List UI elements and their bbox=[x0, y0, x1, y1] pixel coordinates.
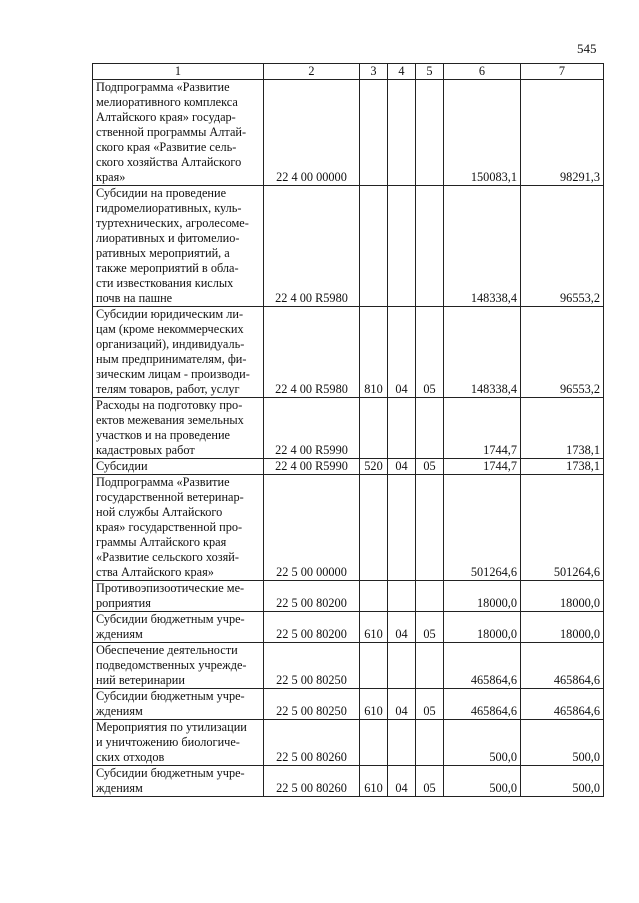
expense-type-code: 610 bbox=[360, 612, 388, 643]
section-code: 04 bbox=[388, 689, 416, 720]
amount-col-6: 501264,6 bbox=[444, 475, 521, 581]
expense-type-code bbox=[360, 475, 388, 581]
row-name-line: Подпрограмма «Развитие bbox=[96, 475, 230, 489]
row-name-line: Субсидии бюджетным учре- bbox=[96, 612, 245, 626]
row-name-line: и уничтожению биологиче- bbox=[96, 735, 240, 749]
budget-table bbox=[92, 63, 604, 797]
amount-col-7: 1738,1 bbox=[521, 459, 604, 475]
section-code: 04 bbox=[388, 612, 416, 643]
row-name-line: цам (кроме некоммерческих bbox=[96, 322, 244, 336]
section-code bbox=[388, 186, 416, 307]
page-number: 545 bbox=[577, 41, 597, 56]
amount-col-7: 18000,0 bbox=[521, 581, 604, 612]
amount-col-6: 465864,6 bbox=[444, 689, 521, 720]
target-article-code: 22 4 00 R5990 bbox=[264, 398, 360, 459]
amount-col-6: 150083,1 bbox=[444, 80, 521, 186]
table-row bbox=[93, 612, 604, 643]
amount-col-7: 96553,2 bbox=[521, 307, 604, 398]
row-name-line: Расходы на подготовку про- bbox=[96, 398, 243, 412]
row-name bbox=[93, 612, 264, 643]
table-row bbox=[93, 643, 604, 689]
row-name-line: Подпрограмма «Развитие bbox=[96, 80, 230, 94]
row-name bbox=[93, 186, 264, 307]
row-name-line: Противоэпизоотические ме- bbox=[96, 581, 245, 595]
row-name-line: ждениям bbox=[96, 781, 143, 795]
row-name-line: ний ветеринарии bbox=[96, 673, 185, 687]
expense-type-code: 810 bbox=[360, 307, 388, 398]
subsection-code bbox=[416, 643, 444, 689]
expense-type-code: 520 bbox=[360, 459, 388, 475]
subsection-code: 05 bbox=[416, 689, 444, 720]
row-name-line: ского края «Развитие сель- bbox=[96, 140, 237, 154]
amount-col-6: 148338,4 bbox=[444, 307, 521, 398]
row-name-line: Субсидии бюджетным учре- bbox=[96, 689, 245, 703]
row-name bbox=[93, 766, 264, 797]
target-article-code: 22 4 00 R5980 bbox=[264, 186, 360, 307]
amount-col-7: 98291,3 bbox=[521, 80, 604, 186]
row-name-line: ектов межевания земельных bbox=[96, 413, 244, 427]
section-code bbox=[388, 475, 416, 581]
row-name-line: гидромелиоративных, куль- bbox=[96, 201, 242, 215]
row-name-line: Мероприятия по утилизации bbox=[96, 720, 247, 734]
row-name-line: края» bbox=[96, 170, 126, 184]
table-row bbox=[93, 80, 604, 186]
target-article-code: 22 5 00 80200 bbox=[264, 612, 360, 643]
table-row bbox=[93, 581, 604, 612]
row-name-line: ной службы Алтайского bbox=[96, 505, 223, 519]
row-name bbox=[93, 581, 264, 612]
row-name-line: почв на пашне bbox=[96, 291, 173, 305]
section-code bbox=[388, 581, 416, 612]
subsection-code: 05 bbox=[416, 612, 444, 643]
row-name-line: Субсидии bbox=[96, 459, 148, 473]
table-row bbox=[93, 307, 604, 398]
row-name-line: края» государственной про- bbox=[96, 520, 243, 534]
target-article-code: 22 5 00 80200 bbox=[264, 581, 360, 612]
row-name-line: сти известкования кислых bbox=[96, 276, 234, 290]
subsection-code: 05 bbox=[416, 459, 444, 475]
header-row bbox=[93, 64, 604, 80]
expense-type-code bbox=[360, 186, 388, 307]
row-name bbox=[93, 307, 264, 398]
row-name-line: туртехнических, агролесоме- bbox=[96, 216, 249, 230]
target-article-code: 22 5 00 80250 bbox=[264, 643, 360, 689]
subsection-code bbox=[416, 581, 444, 612]
row-name-line: граммы Алтайского края bbox=[96, 535, 227, 549]
expense-type-code: 610 bbox=[360, 766, 388, 797]
table-row bbox=[93, 475, 604, 581]
column-header-2: 2 bbox=[264, 64, 360, 80]
amount-col-6: 500,0 bbox=[444, 766, 521, 797]
expense-type-code bbox=[360, 80, 388, 186]
amount-col-7: 96553,2 bbox=[521, 186, 604, 307]
expense-type-code bbox=[360, 398, 388, 459]
section-code: 04 bbox=[388, 766, 416, 797]
row-name bbox=[93, 475, 264, 581]
row-name-line: подведомственных учрежде- bbox=[96, 658, 247, 672]
row-name bbox=[93, 720, 264, 766]
row-name-line: ского хозяйства Алтайского bbox=[96, 155, 242, 169]
amount-col-7: 465864,6 bbox=[521, 689, 604, 720]
row-name-line: телям товаров, работ, услуг bbox=[96, 382, 240, 396]
amount-col-6: 148338,4 bbox=[444, 186, 521, 307]
section-code bbox=[388, 398, 416, 459]
subsection-code bbox=[416, 720, 444, 766]
amount-col-7: 18000,0 bbox=[521, 612, 604, 643]
row-name-line: зическим лицам - производи- bbox=[96, 367, 250, 381]
amount-col-6: 500,0 bbox=[444, 720, 521, 766]
expense-type-code: 610 bbox=[360, 689, 388, 720]
target-article-code: 22 5 00 80260 bbox=[264, 766, 360, 797]
row-name-line: Обеспечение деятельности bbox=[96, 643, 238, 657]
subsection-code bbox=[416, 80, 444, 186]
row-name-line: государственной ветеринар- bbox=[96, 490, 244, 504]
row-name-line: лиоративных и фитомелио- bbox=[96, 231, 240, 245]
amount-col-7: 465864,6 bbox=[521, 643, 604, 689]
table-body bbox=[93, 80, 604, 797]
row-name-line: ративных мероприятий, а bbox=[96, 246, 230, 260]
row-name-line: кадастровых работ bbox=[96, 443, 195, 457]
section-code bbox=[388, 80, 416, 186]
column-header-7: 7 bbox=[521, 64, 604, 80]
column-header-4: 4 bbox=[388, 64, 416, 80]
row-name-line: «Развитие сельского хозяй- bbox=[96, 550, 239, 564]
row-name-line: также мероприятий в обла- bbox=[96, 261, 239, 275]
amount-col-7: 1738,1 bbox=[521, 398, 604, 459]
row-name bbox=[93, 689, 264, 720]
table-row bbox=[93, 398, 604, 459]
amount-col-6: 18000,0 bbox=[444, 581, 521, 612]
table-row bbox=[93, 459, 604, 475]
target-article-code: 22 5 00 80250 bbox=[264, 689, 360, 720]
section-code bbox=[388, 720, 416, 766]
amount-col-7: 501264,6 bbox=[521, 475, 604, 581]
expense-type-code bbox=[360, 581, 388, 612]
expense-type-code bbox=[360, 720, 388, 766]
amount-col-7: 500,0 bbox=[521, 766, 604, 797]
amount-col-6: 465864,6 bbox=[444, 643, 521, 689]
section-code: 04 bbox=[388, 459, 416, 475]
row-name-line: ственной программы Алтай- bbox=[96, 125, 247, 139]
column-header-1: 1 bbox=[93, 64, 264, 80]
row-name-line: ских отходов bbox=[96, 750, 165, 764]
target-article-code: 22 5 00 80260 bbox=[264, 720, 360, 766]
table-row bbox=[93, 766, 604, 797]
table-row bbox=[93, 720, 604, 766]
target-article-code: 22 4 00 R5990 bbox=[264, 459, 360, 475]
table-row bbox=[93, 689, 604, 720]
column-header-6: 6 bbox=[444, 64, 521, 80]
row-name-line: мелиоративного комплекса bbox=[96, 95, 238, 109]
target-article-code: 22 5 00 00000 bbox=[264, 475, 360, 581]
row-name-line: ждениям bbox=[96, 704, 143, 718]
section-code: 04 bbox=[388, 307, 416, 398]
row-name-line: ства Алтайского края» bbox=[96, 565, 214, 579]
amount-col-6: 1744,7 bbox=[444, 459, 521, 475]
column-header-3: 3 bbox=[360, 64, 388, 80]
row-name-line: Субсидии на проведение bbox=[96, 186, 227, 200]
amount-col-6: 1744,7 bbox=[444, 398, 521, 459]
section-code bbox=[388, 643, 416, 689]
row-name bbox=[93, 459, 264, 475]
row-name-line: Субсидии бюджетным учре- bbox=[96, 766, 245, 780]
amount-col-6: 18000,0 bbox=[444, 612, 521, 643]
target-article-code: 22 4 00 00000 bbox=[264, 80, 360, 186]
row-name-line: роприятия bbox=[96, 596, 151, 610]
target-article-code: 22 4 00 R5980 bbox=[264, 307, 360, 398]
row-name-line: ным предпринимателям, фи- bbox=[96, 352, 247, 366]
column-header-5: 5 bbox=[416, 64, 444, 80]
subsection-code: 05 bbox=[416, 766, 444, 797]
subsection-code: 05 bbox=[416, 307, 444, 398]
expense-type-code bbox=[360, 643, 388, 689]
amount-col-7: 500,0 bbox=[521, 720, 604, 766]
subsection-code bbox=[416, 398, 444, 459]
row-name bbox=[93, 643, 264, 689]
subsection-code bbox=[416, 186, 444, 307]
row-name-line: Алтайского края» государ- bbox=[96, 110, 236, 124]
row-name bbox=[93, 80, 264, 186]
row-name bbox=[93, 398, 264, 459]
subsection-code bbox=[416, 475, 444, 581]
row-name-line: ждениям bbox=[96, 627, 143, 641]
row-name-line: Субсидии юридическим ли- bbox=[96, 307, 244, 321]
row-name-line: участков и на проведение bbox=[96, 428, 231, 442]
table-row bbox=[93, 186, 604, 307]
row-name-line: организаций), индивидуаль- bbox=[96, 337, 245, 351]
